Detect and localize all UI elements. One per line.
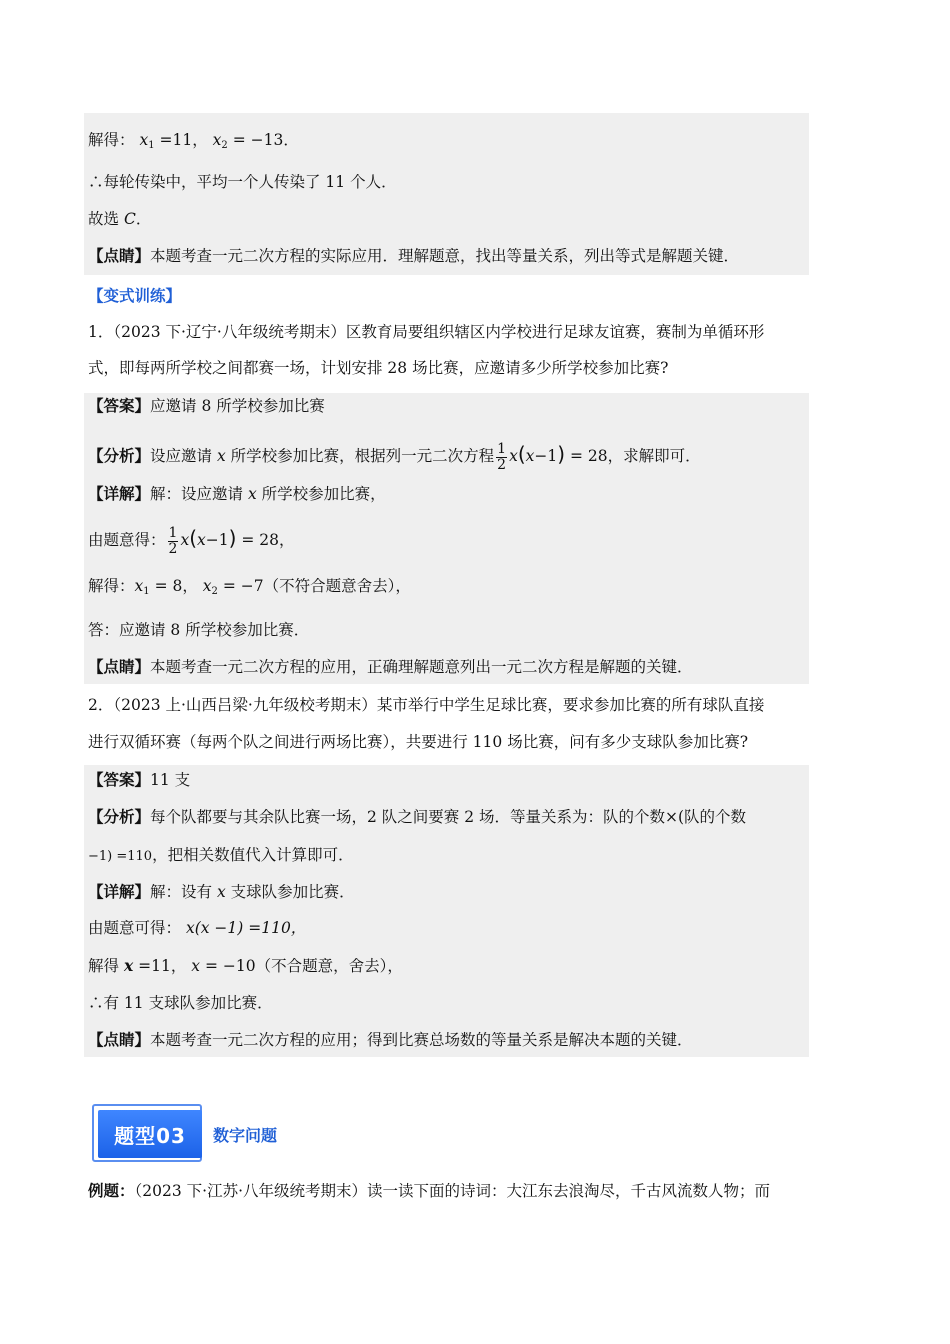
q1-line2: 式，即每两所学校之间都赛一场，计划安排 28 场比赛，应邀请多少所学校参加比赛? [88, 359, 669, 377]
choice-prefix: 故选 [88, 210, 124, 228]
q1-analysis-line: 【分析】设应邀请 x 所学校参加比赛，根据列一元二次方程 $\frac{1}{2}$ x(x−1) = 28，求解即可． [88, 440, 701, 473]
var-x: x [216, 447, 226, 465]
example-line [88, 1181, 808, 1201]
q2-answer-line [88, 770, 808, 790]
analysis-formula: −1) =110 [88, 849, 153, 864]
equation: x(x −1) =110， [185, 919, 307, 937]
analysis-tag: 【分析】 [88, 446, 151, 465]
equation-tail: ， [279, 531, 295, 549]
comment-text: 本题考查一元二次方程的实际应用．理解题意，找出等量关系，列出等式是解题关键． [150, 247, 740, 265]
comment-tag: 【点睛】 [88, 246, 151, 265]
q2-analysis-line1 [88, 807, 808, 827]
detail-tag: 【详解】 [88, 882, 151, 901]
solve-line-top: 解得： $x_1 =11$， $x_2 = -13$． [88, 131, 299, 151]
detail-tag: 【详解】 [88, 484, 151, 503]
q2-line2: 进行双循环赛（每两个队之间进行两场比赛），共要进行 110 场比赛，问有多少支球队参加比赛? [88, 733, 749, 751]
analysis-tag: 【分析】 [88, 807, 151, 826]
detail-part-b: 所学校参加比赛， [256, 485, 386, 503]
var-x1: x [139, 131, 149, 149]
analysis-part-a: 设应邀请 [150, 447, 217, 465]
badge-label: 题型03 [98, 1110, 202, 1158]
choice-letter: C [123, 210, 136, 228]
comment-line-top [88, 246, 808, 266]
var-x: x [191, 957, 201, 975]
analysis-line1-text: 每个队都要与其余队比赛一场，2 队之间要赛 2 场．等量关系为：队的个数×(队的个数 [150, 808, 747, 826]
solve-label: 解得： [88, 131, 135, 149]
choice-line [88, 209, 808, 229]
analysis-part-c: ，求解即可． [607, 447, 701, 465]
detail-part-b: 支球队参加比赛． [225, 883, 355, 901]
type-title: 数字问题 [213, 1126, 278, 1145]
detail-part-a: 解：设应邀请 [150, 485, 248, 503]
solve-note: （不符合题意舍去）， [263, 577, 411, 595]
answer-text: 应邀请 8 所学校参加比赛 [150, 397, 325, 415]
analysis-line2-text: ，把相关数值代入计算即可． [152, 846, 354, 864]
equation-label: 由题意可得： [88, 919, 182, 937]
type-badge [92, 1104, 207, 1166]
answer-tag: 【答案】 [88, 770, 151, 789]
x2-value: = −7 [222, 577, 264, 595]
fraction-half: $\frac{1}{2}$ [168, 524, 178, 557]
x1-value: = 8， [154, 577, 198, 595]
q1-detail-line: 【详解】解：设应邀请 x 所学校参加比赛， [88, 484, 386, 503]
answer-tag: 【答案】 [88, 396, 151, 415]
x1-value: =11， [159, 131, 208, 149]
q1-equation-line: 由题意得： $\frac{1}{2}$ x(x−1) = 28， [88, 524, 295, 557]
q2-detail-line: 【详解】解：设有 x 支球队参加比赛． [88, 882, 355, 901]
var-x: x [123, 956, 134, 975]
example-tag: 例题： [88, 1181, 135, 1200]
solve-note: （不合题意，舍去）， [255, 957, 403, 975]
root-2: = −10 [200, 957, 256, 975]
q1-line1: 1．（2023 下·辽宁·八年级统考期末）区教育局要组织辖区内学校进行足球友谊赛，赛制为单循环形 [88, 323, 765, 341]
detail-part-a: 解：设有 [150, 883, 217, 901]
q2-line1: 2．（2023 上·山西吕梁·九年级校考期末）某市举行中学生足球比赛，要求参加比赛的所有球队直接 [88, 696, 765, 714]
q1-answer-line [88, 396, 808, 416]
comment-text: 本题考查一元二次方程的应用，正确理解题意列出一元二次方程是解题的关键． [150, 658, 693, 676]
root-1: =11， [133, 957, 187, 975]
x2-value: = −13． [232, 131, 299, 149]
conclusion-line-top: ∴每轮传染中，平均一个人传染了 11 个人． [88, 173, 397, 191]
q1-comment-line [88, 657, 808, 677]
analysis-part-b: 所学校参加比赛，根据列一元二次方程 [225, 447, 495, 465]
example-text: （2023 下·江苏·八年级统考期末）读一读下面的诗词：大江东去浪淘尽，千古风流数人物；而 [134, 1182, 770, 1200]
q1-final-line: 答：应邀请 8 所学校参加比赛． [88, 621, 310, 639]
var-x2: x [212, 131, 222, 149]
q1-solve-line: 解得：$x_1 = 8$， $x_2 = -7$（不符合题意舍去）， [88, 577, 411, 597]
section-heading: 【变式训练】 [88, 287, 182, 305]
comment-tag: 【点睛】 [88, 657, 151, 676]
comment-tag: 【点睛】 [88, 1030, 151, 1049]
solve-label: 解得： [88, 577, 135, 595]
q2-final-line: ∴有 11 支球队参加比赛． [88, 994, 273, 1012]
choice-suffix: ． [135, 210, 152, 228]
fraction-half: $\frac{1}{2}$ [497, 440, 507, 473]
comment-text: 本题考查一元二次方程的应用；得到比赛总场数的等量关系是解决本题的关键． [150, 1031, 693, 1049]
solve-prefix: 解得 [88, 957, 124, 975]
equation-label: 由题意得： [88, 531, 166, 549]
q2-solve-line [88, 956, 808, 976]
answer-text: 11 支 [150, 771, 191, 789]
q2-comment-line [88, 1030, 808, 1050]
q2-equation-line [88, 918, 808, 938]
q2-analysis-line2 [88, 845, 808, 867]
